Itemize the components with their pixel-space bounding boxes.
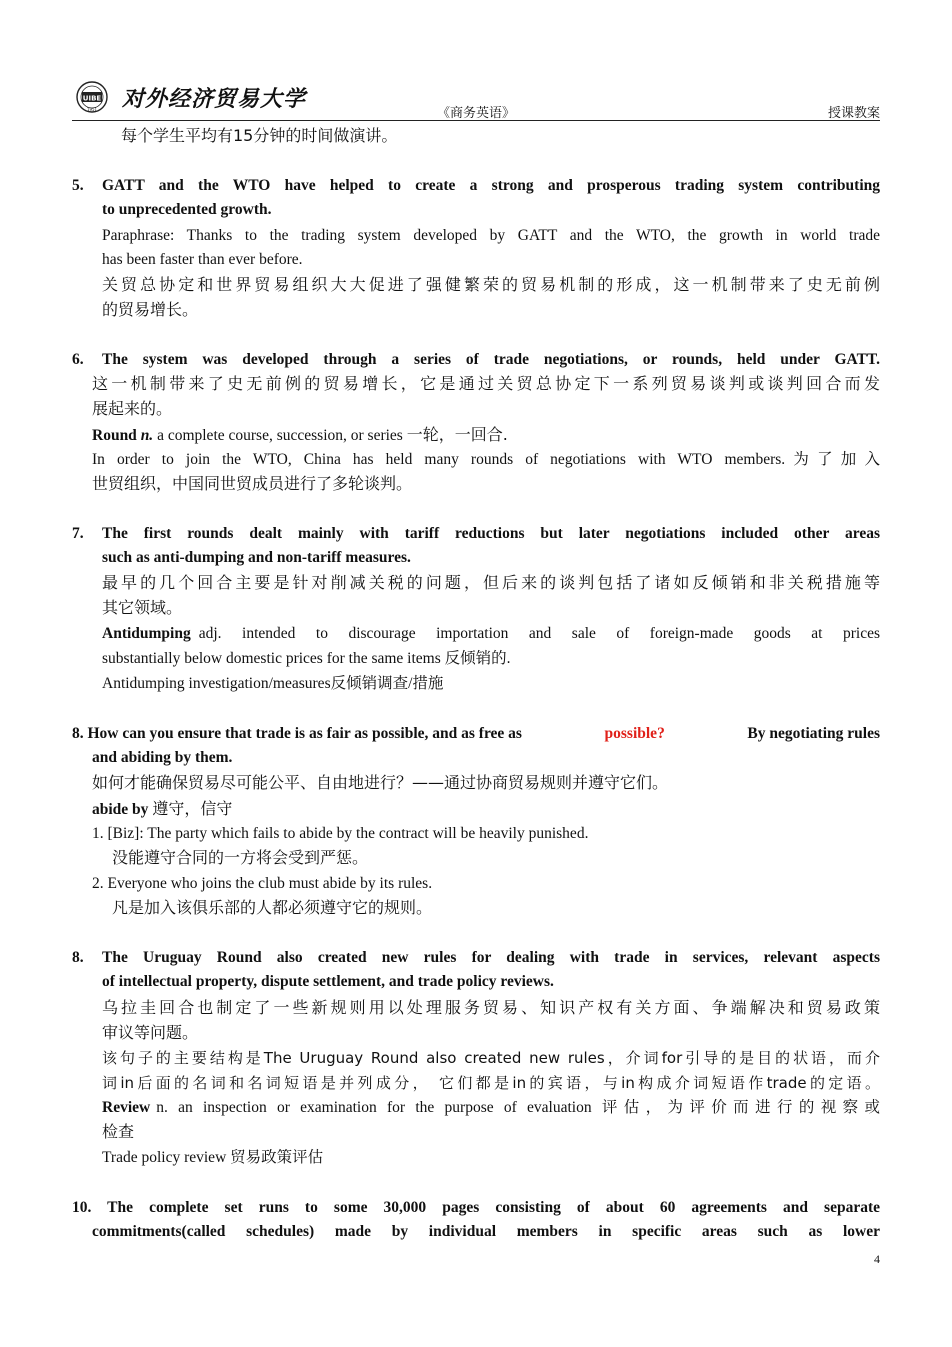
vocab-word: Antidumping (102, 625, 191, 642)
chinese-translation: 如何才能确保贸易尽可能公平、自由地进行？——通过协商贸易规则并遵守它们。 (92, 773, 669, 792)
chinese-translation: 审议等问题。 (102, 1023, 199, 1042)
item-heading: The first rounds dealt mainly with tariff reductions but later negotiations included other areas (102, 525, 880, 542)
chinese-translation: 乌拉圭回合也制定了一些新规则用以处理服务贸易、知识产权有关方面、争端解决和贸易政策 (102, 998, 880, 1017)
item-number: 8. (72, 949, 84, 966)
grammar-note: 词in后面的名词和名词短语是并列成分， 它们都是in的宾语，与in构成介词短语作trade的定语。 (102, 1074, 880, 1092)
item-heading (72, 722, 880, 746)
example-phrase: Antidumping investigation/measures反倾销调查/措施 (102, 675, 444, 692)
item-heading: GATT and the WTO have helped to create a strong and prosperous trading system contributing (102, 177, 880, 194)
text-line: 每个学生平均有15分钟的时间做演讲。 (121, 126, 398, 145)
paraphrase-text: Paraphrase: Thanks to the trading system developed by GATT and the WTO, the growth in world trade (102, 227, 880, 244)
item-heading: of intellectual property, dispute settlement, and trade policy reviews. (102, 973, 554, 990)
vocab-definition: a complete course, succession, or series (157, 427, 403, 444)
example-sentence: In order to join the WTO, China has held many rounds of negotiations with WTO members.为了加入 (92, 451, 880, 468)
chinese-translation: 世贸组织，中国同世贸成员进行了多轮谈判。 (92, 474, 413, 493)
university-logo-icon (72, 78, 116, 118)
item-heading: commitments(called schedules) made by individual members in specific areas such as lower (92, 1223, 880, 1240)
vocab-translation: 遵守，信守 (152, 799, 233, 818)
example-sentence: 1. [Biz]: The party which fails to abide by the contract will be heavily punished. (92, 825, 589, 842)
vocab-translation: 一轮，一回合. (406, 425, 508, 444)
highlighted-word: possible? (604, 725, 665, 742)
item-heading: The Uruguay Round also created new rules for dealing with trade in services, relevant aspects (102, 949, 880, 966)
chinese-translation: 凡是加入该俱乐部的人都必须遵守它的规则。 (112, 898, 433, 917)
item-heading: to unprecedented growth. (102, 201, 272, 218)
chinese-translation: 展起来的。 (92, 399, 173, 418)
university-name-logo: 对外经济贸易大学 (122, 86, 307, 112)
item-heading-part: 8. How can you ensure that trade is as fair as possible, and as free as (72, 725, 522, 742)
item-heading: and abiding by them. (92, 749, 233, 766)
vocab-pos: n. (140, 427, 154, 444)
item-heading: such as anti-dumping and non-tariff measures. (102, 549, 411, 566)
vocab-definition: n. an inspection or examination for the purpose of evaluation 评估，为评价而进行的视察或 (156, 1099, 880, 1116)
item-heading-part: By negotiating rules (747, 725, 880, 742)
grammar-note: 该句子的主要结构是The Uruguay Round also created new rules，介词for引导的是目的状语，而介 (102, 1049, 880, 1067)
document-type: 授课教案 (827, 105, 880, 120)
item-heading: 10. The complete set runs to some 30,000 pages consisting of about 60 agreements and separate (72, 1199, 880, 1216)
vocab-entry (92, 797, 232, 822)
vocab-word: Review (102, 1099, 151, 1116)
item-number: 5. (72, 177, 84, 194)
vocab-word: Round (92, 427, 137, 444)
svg-text:UIBE: UIBE (82, 94, 102, 103)
vocab-definition: substantially below domestic prices for the same items 反倾销的. (102, 650, 511, 667)
page-number: 4 (874, 1252, 880, 1266)
header-divider (72, 120, 880, 121)
item-number: 6. (72, 351, 84, 368)
vocab-entry (102, 1096, 880, 1120)
example-sentence: 2. Everyone who joins the club must abide by its rules. (92, 875, 433, 892)
vocab-definition: 检查 (102, 1122, 135, 1141)
item-number: 7. (72, 525, 84, 542)
chinese-translation: 这一机制带来了史无前例的贸易增长，它是通过关贸总协定下一系列贸易谈判或谈判回合而发 (92, 374, 880, 393)
example-phrase: Trade policy review 贸易政策评估 (102, 1149, 324, 1166)
paraphrase-text: has been faster than ever before. (102, 251, 303, 268)
chinese-translation: 其它领域。 (102, 598, 183, 617)
vocab-word: abide by (92, 801, 149, 818)
chinese-translation: 的贸易增长。 (102, 300, 199, 319)
item-heading: The system was developed through a series of trade negotiations, or rounds, held under GATT. (102, 351, 880, 368)
chinese-translation: 最早的几个回合主要是针对削减关税的问题，但后来的谈判包括了诸如反倾销和非关税措施等 (102, 573, 880, 592)
vocab-definition: adj. intended to discourage importation and sale of foreign-made goods at prices (198, 625, 880, 642)
course-title: 《商务英语》 (437, 105, 516, 120)
chinese-translation: 关贸总协定和世界贸易组织大大促进了强健繁荣的贸易机制的形成，这一机制带来了史无前例 (102, 275, 880, 294)
page-header (72, 78, 880, 122)
chinese-translation: 没能遵守合同的一方将会受到严惩。 (112, 848, 369, 867)
vocab-entry (92, 423, 508, 448)
vocab-entry (102, 622, 880, 646)
svg-text:1951: 1951 (86, 107, 98, 112)
